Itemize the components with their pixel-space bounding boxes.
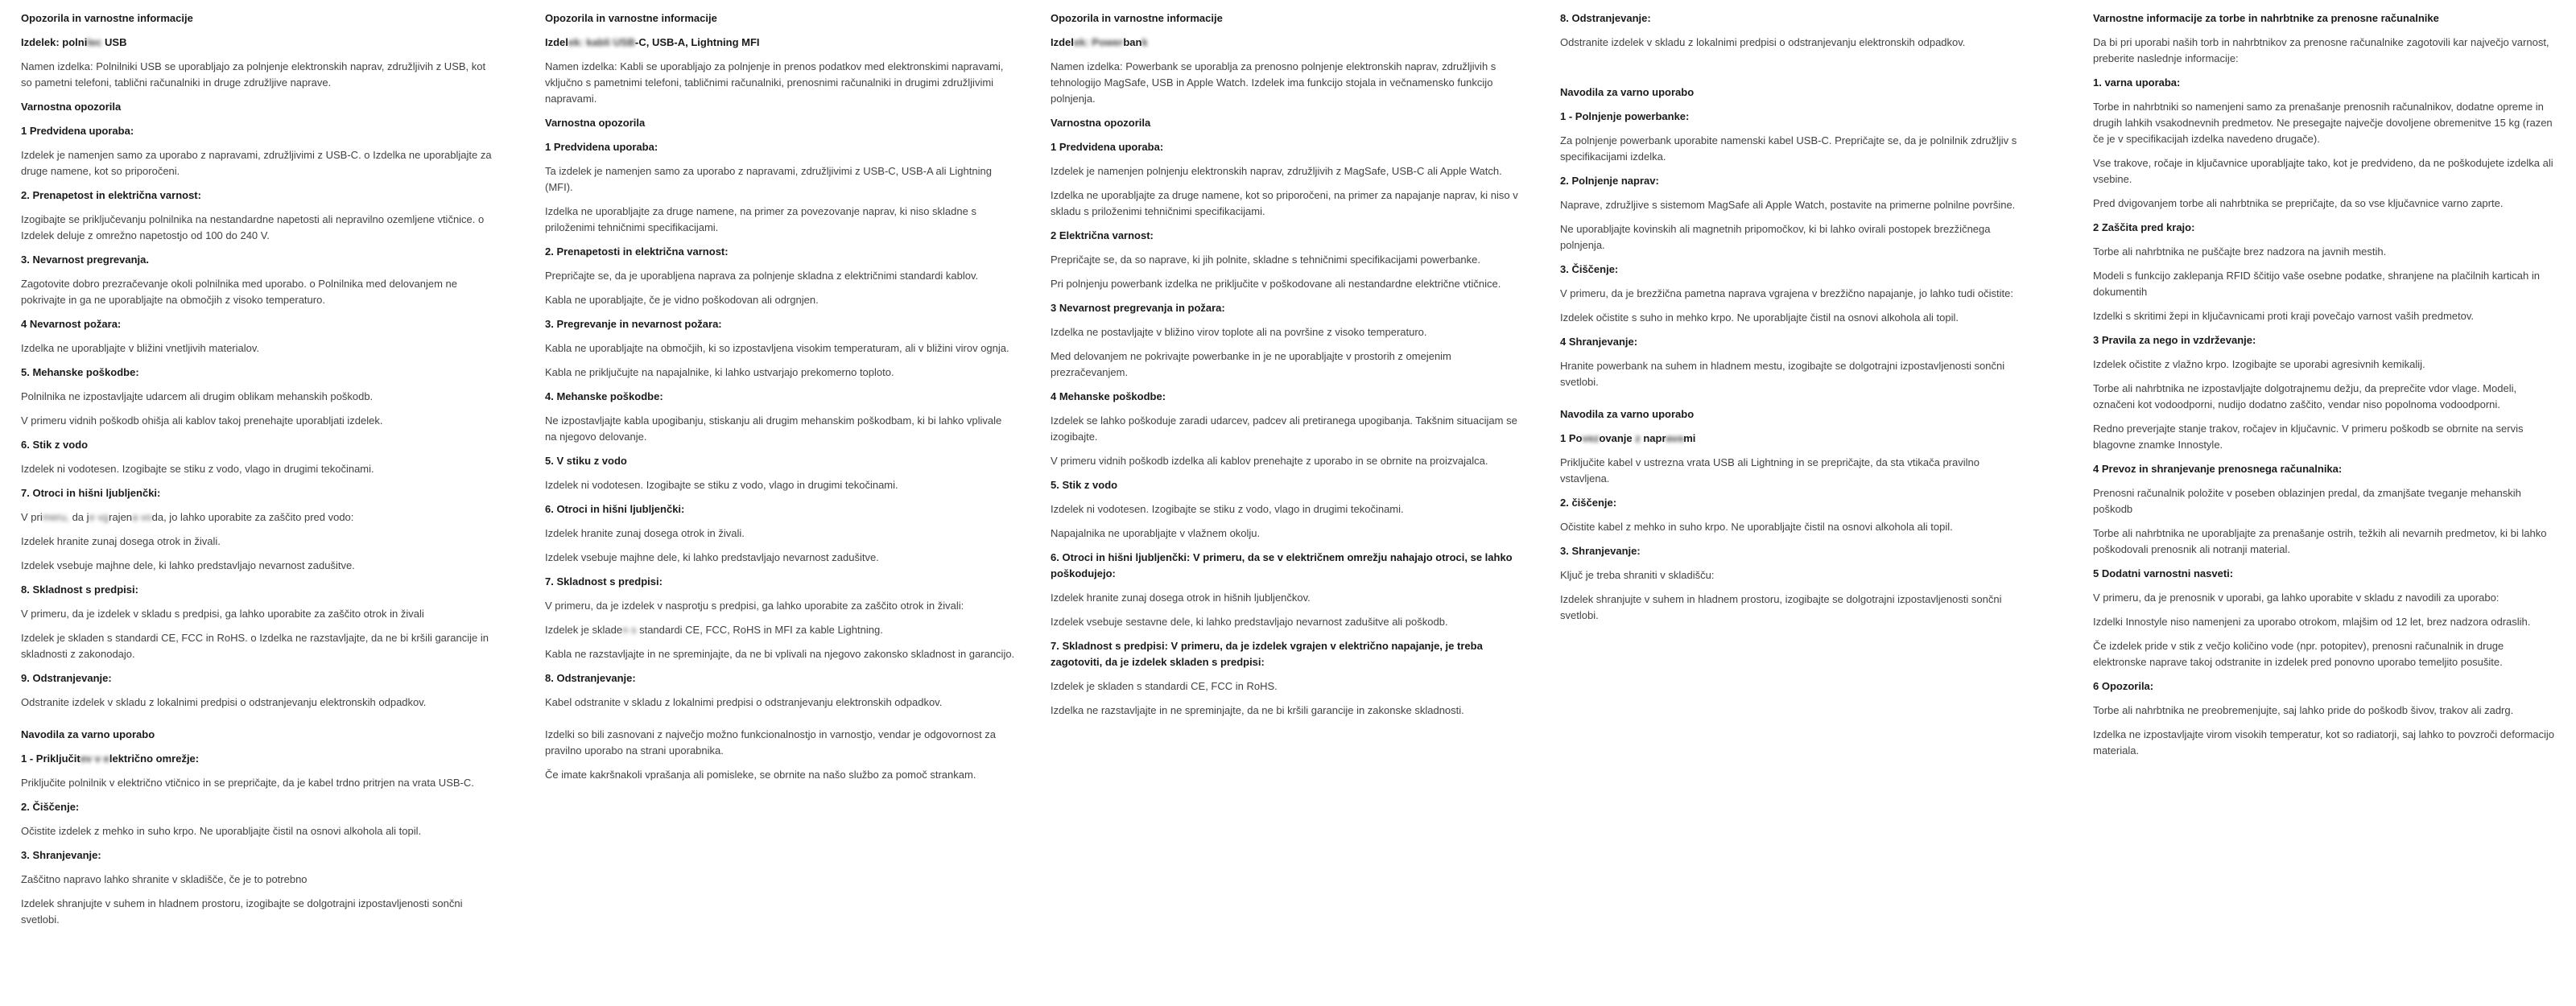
section-heading: 4. Mehanske poškodbe: (545, 390, 663, 402)
paragraph: Modeli s funkcijo zaklepanja RFID ščitijo vaše osebne podatke, shranjene na plačilnih karticah in dokumentih (2093, 270, 2540, 298)
section-heading: Navodila za varno uporabo (21, 728, 155, 740)
section-heading (21, 35, 492, 51)
text-run: Izdel (1051, 36, 1074, 48)
paragraph: Namen izdelka: Powerbank se uporablja za prenosno polnjenje elektronskih naprav, združljivih s tehnologijo MagSafe, USB in Apple Watch. Izdelek ima funkcijo stojala in večnamensko funkcijo polnjenja. (1051, 60, 1496, 105)
section-heading: 2. Polnjenje naprav: (1560, 175, 1659, 187)
text-run: -C, USB-A, Lightning MFI (635, 36, 760, 48)
paragraph: Prepričajte se, da je uporabljena naprava za polnjenje skladna z električnimi standardi kablov. (545, 270, 979, 282)
paragraph: Ta izdelek je namenjen samo za uporabo z napravami, združljivimi z USB-C, USB-A ali Lightning (MFI). (545, 165, 992, 193)
paragraph: Če izdelek pride v stik z večjo količino vode (npr. potopitev), prenosni računalnik in druge elektronske naprave takoj odstranite in izdelek pred ponovno uporabo temeljito posušite. (2093, 640, 2504, 668)
paragraph: Namen izdelka: Kabli se uporabljajo za polnjenje in prenos podatkov med elektronskimi napravami, vključno s pametnimi telefoni, tabličnimi računalniki, prenosnimi računalniki in drugimi združljivimi napravami. (545, 60, 1004, 105)
section-heading: 5. Mehanske poškodbe: (21, 366, 139, 378)
paragraph: Ne izpostavljajte kabla upogibanju, stiskanju ali drugim mehanskim poškodbam, ki bi lahko vplivale na njegovo delovanje. (545, 414, 1002, 443)
text-run: USB (101, 36, 127, 48)
blurred-text: k (1141, 36, 1148, 48)
section-heading: Varnostna opozorila (1051, 117, 1151, 129)
paragraph: V primeru, da je izdelek v nasprotju s predpisi, ga lahko uporabite za zaščito otrok in živali: (545, 600, 964, 612)
paragraph: Izdelek vsebuje majhne dele, ki lahko predstavljajo nevarnost zadušitve. (21, 559, 355, 571)
paragraph: Ključ je treba shraniti v skladišču: (1560, 569, 1715, 581)
section-heading: 4 Mehanske poškodbe: (1051, 390, 1166, 402)
paragraph: Izdelek hranite zunaj dosega otrok in hišnih ljubljenčkov. (1051, 592, 1311, 604)
blurred-text: ava (1666, 432, 1684, 444)
section-heading: Navodila za varno uporabo (1560, 408, 1695, 420)
paragraph: Izdelek očistite s suho in mehko krpo. Ne uporabljajte čistil na osnovi alkohola ali topil. (1560, 311, 1959, 324)
blurred-text: ek: Power (1073, 36, 1124, 48)
paragraph: Izdelek se lahko poškoduje zaradi udarcev, padcev ali pretiranega upogibanja. Takšnim situacijam se izogibajte. (1051, 414, 1517, 443)
section-heading: 3. Nevarnost pregrevanja. (21, 254, 149, 266)
section-heading: 9. Odstranjevanje: (21, 672, 112, 684)
blurred-text: e vg (89, 511, 109, 523)
text-run: lektrično omrežje: (109, 752, 200, 765)
section-heading: Opozorila in varnostne informacije (1051, 12, 1223, 24)
paragraph: Pri polnjenju powerbank izdelka ne priključite v poškodovane ali nestandardne električne vtičnice. (1051, 278, 1501, 290)
paragraph: Izdelek shranjujte v suhem in hladnem prostoru, izogibajte se dolgotrajni izpostavljenosti sončni svetlobi. (1560, 593, 2002, 621)
text-run: Izdelek je sklade (545, 624, 623, 636)
text-run: da, jo lahko uporabite za zaščito pred vodo: (151, 511, 354, 523)
blurred-text: z (1635, 432, 1641, 444)
blurred-text: lec (87, 36, 102, 48)
paragraph: Izdelek ni vodotesen. Izogibajte se stiku z vodo, vlago in drugimi tekočinami. (545, 479, 898, 491)
text-run: ban (1123, 36, 1142, 48)
paragraph: V primeru, da je brezžična pametna naprava vgrajena v brezžično napajanje, jo lahko tudi očistite: (1560, 287, 2013, 299)
text-run: rajen (109, 511, 133, 523)
section-heading: 1 - Polnjenje powerbanke: (1560, 110, 1690, 122)
section-heading: 3. Shranjevanje: (1560, 545, 1641, 557)
paragraph: Kabla ne priključujte na napajalnike, ki lahko ustvarjajo prekomerno toploto. (545, 366, 894, 378)
section-heading: Opozorila in varnostne informacije (21, 12, 193, 24)
section-heading: 5 Dodatni varnostni nasveti: (2093, 567, 2234, 579)
paragraph: Torbe ali nahrbtnika ne uporabljajte za prenašanje ostrih, težkih ali nevarnih predmetov, ki bi lahko poškodovali prenosnik ali notranji material. (2093, 527, 2547, 555)
section-heading: 2. Prenapetost in električna varnost: (21, 189, 201, 201)
section-heading: 6. Otroci in hišni ljubljenčki: V primeru, da se v električnem omrežju nahajajo otroci, se lahko poškodujejo: (1051, 551, 1513, 579)
section-heading (545, 35, 1016, 51)
paragraph (21, 509, 492, 526)
section-heading: 2. čiščenje: (1560, 497, 1617, 509)
paragraph: Odstranite izdelek v skladu z lokalnimi predpisi o odstranjevanju elektronskih odpadkov. (21, 696, 427, 708)
paragraph: Priključite kabel v ustrezna vrata USB ali Lightning in se prepričajte, da sta vtikača pravilno vstavljena. (1560, 456, 1979, 484)
paragraph: Torbe in nahrbtniki so namenjeni samo za prenašanje prenosnih računalnikov, dodatne opreme in drugih lahkih vsakodnevnih predmetov. Ne presegajte največje dovoljene obremenitve 15 kg (razen če je v specifikacijah izdelka navedeno drugače). (2093, 101, 2553, 145)
paragraph: Kabla ne uporabljajte, če je vidno poškodovan ali odrgnjen. (545, 294, 819, 306)
text-column-4 (1560, 10, 2031, 632)
text-run: standardi CE, FCC, RoHS in MFI za kable Lightning. (636, 624, 883, 636)
paragraph: Ne uporabljajte kovinskih ali magnetnih pripomočkov, ki bi lahko ovirali postopek brezžičnega polnjenja. (1560, 223, 1991, 251)
paragraph: Hranite powerbank na suhem in hladnem mestu, izogibajte se dolgotrajni izpostavljenosti sončni svetlobi. (1560, 360, 2005, 388)
paragraph: Izdelki so bili zasnovani z največjo možno funkcionalnostjo in varnostjo, vendar je odgovornost za pravilno uporabo na strani uporabnika. (545, 728, 997, 757)
section-heading (1051, 35, 1521, 51)
paragraph: V primeru, da je izdelek v skladu s predpisi, ga lahko uporabite za zaščito otrok in živali (21, 608, 424, 620)
section-heading: 2 Električna varnost: (1051, 229, 1154, 241)
paragraph: Izdelek je namenjen polnjenju elektronskih naprav, združljivih z MagSafe, USB-C ali Apple Watch. (1051, 165, 1502, 177)
paragraph: Izdelka ne postavljajte v bližino virov toplote ali na površine z visoko temperaturo. (1051, 326, 1427, 338)
section-heading: 2. Čiščenje: (21, 801, 80, 813)
blurred-text: vez (1582, 432, 1600, 444)
paragraph: Izdelek hranite zunaj dosega otrok in živali. (21, 535, 221, 547)
section-heading: Varnostne informacije za torbe in nahrbtnike za prenosne računalnike (2093, 12, 2439, 24)
section-heading: 7. Otroci in hišni ljubljenčki: (21, 487, 161, 499)
paragraph: Prepričajte se, da so naprave, ki jih polnite, skladne s tehničnimi specifikacijami powerbanke. (1051, 254, 1480, 266)
paragraph: Izogibajte se priključevanju polnilnika na nestandardne napetosti ali nepravilno ozemljene vtičnice. o Izdelek deluje z omrežno napetostjo od 100 do 240 V. (21, 213, 485, 241)
paragraph: Vse trakove, ročaje in ključavnice uporabljajte tako, kot je predvideno, da ne poškodujete izdelka ali vsebine. (2093, 157, 2553, 185)
paragraph: Izdelek je namenjen samo za uporabo z napravami, združljivimi z USB-C. o Izdelka ne uporabljajte za druge namene, kot so priporočeni. (21, 149, 492, 177)
paragraph: Izdelek očistite z vlažno krpo. Izogibajte se uporabi agresivnih kemikalij. (2093, 358, 2425, 370)
paragraph: Izdelek je skladen s standardi CE, FCC in RoHS. o Izdelka ne razstavljajte, da ne bi kršili garancije in skladnosti z zakonodajo. (21, 632, 489, 660)
paragraph: Izdelki Innostyle niso namenjeni za uporabo otrokom, mlajšim od 12 let, brez nadzora odraslih. (2093, 616, 2531, 628)
text-run: Izdelek: polni (21, 36, 88, 48)
paragraph: Izdelka ne uporabljajte za druge namene, kot so priporočeni, na primer za napajanje naprav, ki niso v skladu s priloženimi tehničnimi specifikacijami. (1051, 189, 1518, 217)
paragraph: Izdelka ne razstavljajte in ne spreminjajte, da ne bi kršili garancije in zakonske skladnosti. (1051, 704, 1464, 716)
paragraph: Izdelek shranjujte v suhem in hladnem prostoru, izogibajte se dolgotrajni izpostavljenosti sončni svetlobi. (21, 897, 463, 926)
section-heading: 7. Skladnost s predpisi: V primeru, da je izdelek vgrajen v električno napajanje, je treba zagotoviti, da je izdelek skladen s predpisi: (1051, 640, 1483, 668)
paragraph: Odstranite izdelek v skladu z lokalnimi predpisi o odstranjevanju elektronskih odpadkov. (1560, 36, 1966, 48)
paragraph: Zaščitno napravo lahko shranite v skladišče, če je to potrebno (21, 873, 308, 885)
section-heading: 3 Nevarnost pregrevanja in požara: (1051, 302, 1225, 314)
text-run: napr (1640, 432, 1666, 444)
section-heading: 1 Predvidena uporaba: (1051, 141, 1164, 153)
paragraph: Za polnjenje powerbank uporabite namenski kabel USB-C. Prepričajte se, da je polnilnik združljiv s specifikacijami izdelka. (1560, 134, 2017, 163)
text-run: ovanje (1599, 432, 1636, 444)
paragraph: Redno preverjajte stanje trakov, ročajev in ključavnic. V primeru poškodb se obrnite na servis blagovne znamke Innostyle. (2093, 423, 2524, 451)
section-heading: 3. Pregrevanje in nevarnost požara: (545, 318, 722, 330)
section-heading: 7. Skladnost s predpisi: (545, 575, 663, 588)
section-heading: 8. Odstranjevanje: (1560, 12, 1651, 24)
section-heading: 1 Predvidena uporaba: (545, 141, 658, 153)
paragraph: Izdelek ni vodotesen. Izogibajte se stiku z vodo, vlago in drugimi tekočinami. (21, 463, 374, 475)
blurred-text: ev v e (80, 752, 109, 765)
paragraph: Izdelka ne uporabljajte za druge namene, na primer za povezovanje naprav, ki niso skladne s priloženimi tehničnimi specifikacijami. (545, 205, 976, 233)
text-run: mi (1683, 432, 1696, 444)
section-heading: Opozorila in varnostne informacije (545, 12, 717, 24)
section-heading: 3 Pravila za nego in vzdrževanje: (2093, 334, 2256, 346)
section-heading (1560, 431, 2031, 447)
section-heading: 1 Predvidena uporaba: (21, 125, 134, 137)
paragraph: Če imate kakršnakoli vprašanja ali pomisleke, se obrnite na našo službo za pomoč strankam. (545, 769, 976, 781)
paragraph: V primeru vidnih poškodb izdelka ali kablov prenehajte z uporabo in se obrnite na proizvajalca. (1051, 455, 1488, 467)
paragraph: Izdelka ne uporabljajte v bližini vnetljivih materialov. (21, 342, 260, 354)
blurred-text: meru, (42, 511, 69, 523)
paragraph: Izdelka ne izpostavljajte virom visokih temperatur, kot so radiatorji, saj lahko to povzroči deformacijo materiala. (2093, 728, 2554, 757)
section-heading: 5. V stiku z vodo (545, 455, 627, 467)
paragraph (545, 622, 1016, 638)
paragraph: Izdelek hranite zunaj dosega otrok in živali. (545, 527, 745, 539)
text-run: 1 Po (1560, 432, 1583, 444)
paragraph: Torbe ali nahrbtnika ne izpostavljajte dolgotrajnemu dežju, da preprečite vdor vlage. Modeli, označeni kot vodoodporni, nudijo dodatno zaščito, vendar niso popolnoma vodoodporni. (2093, 382, 2517, 410)
section-heading: 4 Shranjevanje: (1560, 336, 1638, 348)
text-run: V pri (21, 511, 43, 523)
text-run: 1 - Priključit (21, 752, 80, 765)
section-heading: Varnostna opozorila (545, 117, 646, 129)
paragraph: Zagotovite dobro prezračevanje okoli polnilnika med uporabo. o Polnilnika med delovanjem ne pokrivajte in ga ne uporabljajte na območjih z visoko temperaturo. (21, 278, 457, 306)
paragraph: Izdelki s skritimi žepi in ključavnicami proti kraji povečajo varnost vaših predmetov. (2093, 310, 2474, 322)
blurred-text: a vo (132, 511, 152, 523)
blurred-text: n s (622, 624, 637, 636)
text-column-3 (1051, 10, 1521, 727)
section-heading: 6. Stik z vodo (21, 439, 89, 451)
paragraph: V primeru vidnih poškodb ohišja ali kablov takoj prenehajte uporabljati izdelek. (21, 414, 383, 427)
paragraph: Izdelek vsebuje sestavne dele, ki lahko predstavljajo nevarnost zadušitve ali poškodb. (1051, 616, 1448, 628)
paragraph: Priključite polnilnik v električno vtičnico in se prepričajte, da je kabel trdno pritrjen na vrata USB-C. (21, 777, 474, 789)
paragraph: Torbe ali nahrbtnika ne preobremenjujte, saj lahko pride do poškodb šivov, trakov ali zadrg. (2093, 704, 2514, 716)
paragraph: Naprave, združljive s sistemom MagSafe ali Apple Watch, postavite na primerne polnilne površine. (1560, 199, 2016, 211)
section-heading: 8. Skladnost s predpisi: (21, 583, 138, 596)
paragraph: Izdelek vsebuje majhne dele, ki lahko predstavljajo nevarnost zadušitve. (545, 551, 879, 563)
paragraph: Da bi pri uporabi naših torb in nahrbtnikov za prenosne računalnike zagotovili kar največjo varnost, preberite naslednje informacije: (2093, 36, 2549, 64)
section-heading: Navodila za varno uporabo (1560, 86, 1695, 98)
paragraph: Pred dvigovanjem torbe ali nahrbtnika se prepričajte, da so vse ključavnice varno zaprte. (2093, 197, 2504, 209)
paragraph: Napajalnika ne uporabljajte v vlažnem okolju. (1051, 527, 1261, 539)
section-heading (21, 751, 492, 767)
blurred-text: ek: kabli USB (568, 36, 635, 48)
paragraph: Prenosni računalnik položite v poseben oblazinjen predal, da zmanjšate tveganje mehanskih poškodb (2093, 487, 2521, 515)
text-column-5 (2093, 10, 2558, 767)
section-heading: 2. Prenapetosti in električna varnost: (545, 245, 729, 258)
paragraph: Izdelek ni vodotesen. Izogibajte se stiku z vodo, vlago in drugimi tekočinami. (1051, 503, 1404, 515)
section-heading: 3. Shranjevanje: (21, 849, 101, 861)
paragraph: Kabla ne uporabljajte na območjih, ki so izpostavljena visokim temperaturam, ali v bližini virov ognja. (545, 342, 1009, 354)
paragraph: Očistite izdelek z mehko in suho krpo. Ne uporabljajte čistil na osnovi alkohola ali topil. (21, 825, 422, 837)
paragraph: Izdelek je skladen s standardi CE, FCC in RoHS. (1051, 680, 1278, 692)
section-heading: 2 Zaščita pred krajo: (2093, 221, 2195, 233)
section-heading: 1. varna uporaba: (2093, 76, 2181, 89)
paragraph: Torbe ali nahrbtnika ne puščajte brez nadzora na javnih mestih. (2093, 245, 2387, 258)
text-column-1 (21, 10, 492, 936)
paragraph: V primeru, da je prenosnik v uporabi, ga lahko uporabite v skladu z navodili za uporabo: (2093, 592, 2500, 604)
text-run: Izdel (545, 36, 568, 48)
paragraph: Med delovanjem ne pokrivajte powerbanke in je ne uporabljajte v prostorih z omejenim prezračevanjem. (1051, 350, 1451, 378)
paragraph: Namen izdelka: Polnilniki USB se uporabljajo za polnjenje elektronskih naprav, združljivih z USB, kot so pametni telefoni, tablični računalniki in druge združljive naprave. (21, 60, 486, 89)
text-column-2 (545, 10, 1016, 791)
section-heading: 8. Odstranjevanje: (545, 672, 636, 684)
section-heading: 6. Otroci in hišni ljubljenčki: (545, 503, 685, 515)
paragraph: Kabla ne razstavljajte in ne spreminjajte, da ne bi vplivali na njegovo zakonsko skladnost in garancijo. (545, 648, 1015, 660)
section-heading: 5. Stik z vodo (1051, 479, 1118, 491)
section-heading: 4 Nevarnost požara: (21, 318, 122, 330)
section-heading: Varnostna opozorila (21, 101, 122, 113)
paragraph: Očistite kabel z mehko in suho krpo. Ne uporabljajte čistil na osnovi alkohola ali topil. (1560, 521, 1953, 533)
text-run: da j (68, 511, 89, 523)
section-heading: 3. Čiščenje: (1560, 263, 1619, 275)
paragraph: Polnilnika ne izpostavljajte udarcem ali drugim oblikam mehanskih poškodb. (21, 390, 374, 402)
section-heading: 6 Opozorila: (2093, 680, 2154, 692)
section-heading: 4 Prevoz in shranjevanje prenosnega računalnika: (2093, 463, 2343, 475)
paragraph: Kabel odstranite v skladu z lokalnimi predpisi o odstranjevanju elektronskih odpadkov. (545, 696, 943, 708)
